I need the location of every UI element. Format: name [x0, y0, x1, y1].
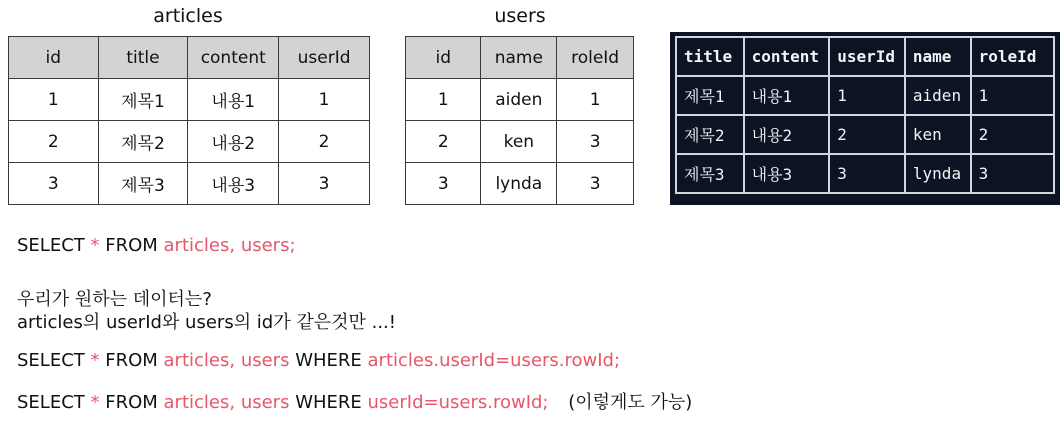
result-panel [670, 32, 1060, 205]
table-cell: 2 [406, 121, 481, 163]
table-cell: lynda [481, 163, 557, 205]
table-cell: 3 [829, 154, 905, 193]
table-cell: 3 [406, 163, 481, 205]
table-row [676, 115, 1054, 154]
sql-condition: userId=users.rowId; [367, 392, 549, 413]
query-3 [17, 388, 692, 414]
header-cell: title [676, 37, 744, 76]
table-row [9, 163, 370, 205]
table-cell: aiden [905, 76, 971, 115]
sql-keyword: SELECT [17, 235, 85, 256]
table-cell: 내용1 [188, 79, 279, 121]
table-cell: ken [905, 115, 971, 154]
table-cell: 1 [829, 76, 905, 115]
header-cell: roleId [971, 37, 1054, 76]
header-cell: userId [279, 37, 370, 79]
table-row [676, 154, 1054, 193]
header-cell: content [744, 37, 830, 76]
sql-star: * [90, 235, 100, 256]
table-cell: 제목3 [98, 163, 188, 205]
table-cell: 2 [971, 115, 1054, 154]
table-row [9, 79, 370, 121]
sql-keyword: WHERE [295, 392, 362, 413]
users-caption: users [494, 5, 546, 27]
sql-tables: articles, users [163, 392, 290, 413]
table-cell: 3 [557, 121, 634, 163]
table-row [676, 76, 1054, 115]
header-cell: name [481, 37, 557, 79]
sql-condition: articles.userId=users.rowId; [367, 350, 621, 371]
table-cell: 3 [9, 163, 99, 205]
articles-table [8, 36, 370, 205]
sql-tables: articles, users; [163, 235, 296, 256]
table-cell: 제목2 [98, 121, 188, 163]
table-cell: aiden [481, 79, 557, 121]
header-cell: userId [829, 37, 905, 76]
sql-keyword: SELECT [17, 392, 85, 413]
table-row [406, 163, 634, 205]
table-header-row [676, 37, 1054, 76]
sql-star: * [90, 392, 100, 413]
query-note: (이렇게도 가능) [568, 392, 693, 413]
table-cell: lynda [905, 154, 971, 193]
header-cell: id [9, 37, 99, 79]
table-cell: 2 [829, 115, 905, 154]
table-cell: 1 [279, 79, 370, 121]
sql-keyword: FROM [105, 350, 158, 371]
table-cell: 내용2 [744, 115, 830, 154]
sql-keyword: WHERE [295, 350, 362, 371]
table-cell: 3 [279, 163, 370, 205]
table-cell: 내용2 [188, 121, 279, 163]
result-table [675, 36, 1055, 194]
table-cell: 제목3 [676, 154, 744, 193]
table-cell: 제목1 [98, 79, 188, 121]
header-cell: name [905, 37, 971, 76]
question-line-2: articles의 userId와 users의 id가 같은것만 ...! [17, 312, 396, 333]
table-cell: 내용1 [744, 76, 830, 115]
header-cell: id [406, 37, 481, 79]
header-cell: content [188, 37, 279, 79]
table-cell: 3 [971, 154, 1054, 193]
header-cell: roleId [557, 37, 634, 79]
table-row [406, 79, 634, 121]
sql-star: * [90, 350, 100, 371]
table-cell: 1 [406, 79, 481, 121]
sql-keyword: FROM [105, 392, 158, 413]
query-1 [17, 235, 296, 256]
sql-tables: articles, users [163, 350, 290, 371]
table-cell: ken [481, 121, 557, 163]
table-cell: 내용3 [744, 154, 830, 193]
table-cell: 3 [557, 163, 634, 205]
table-cell: 1 [971, 76, 1054, 115]
table-row [406, 121, 634, 163]
query-2 [17, 350, 620, 371]
table-cell: 제목1 [676, 76, 744, 115]
table-cell: 2 [279, 121, 370, 163]
table-header-row [9, 37, 370, 79]
users-table [405, 36, 634, 205]
table-cell: 제목2 [676, 115, 744, 154]
table-cell: 1 [9, 79, 99, 121]
table-cell: 내용3 [188, 163, 279, 205]
sql-keyword: SELECT [17, 350, 85, 371]
table-cell: 2 [9, 121, 99, 163]
header-cell: title [98, 37, 188, 79]
table-header-row [406, 37, 634, 79]
table-row [9, 121, 370, 163]
table-cell: 1 [557, 79, 634, 121]
sql-keyword: FROM [105, 235, 158, 256]
question-line-1: 우리가 원하는 데이터는? [17, 289, 212, 310]
articles-caption: articles [153, 5, 223, 27]
